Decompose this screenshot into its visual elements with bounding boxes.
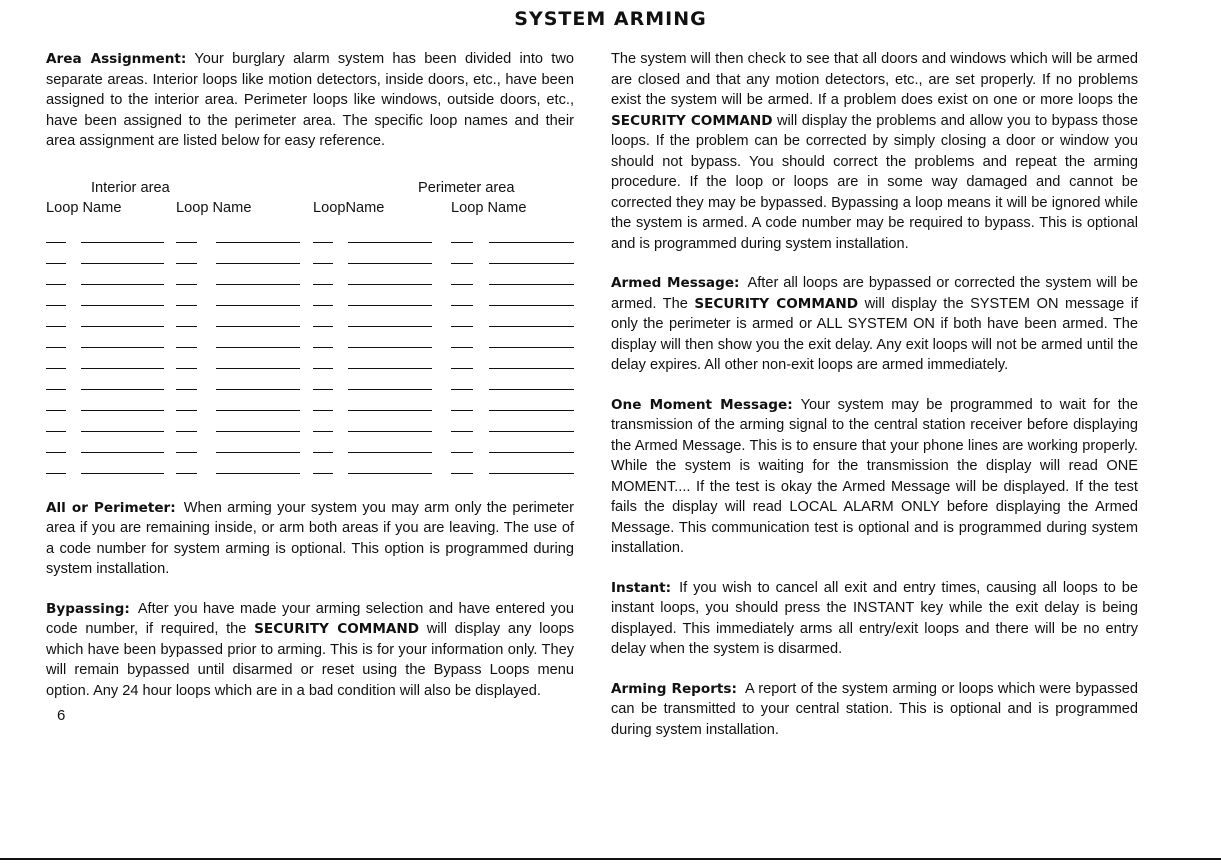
loop-blank-row [46, 394, 574, 415]
loop-number-blank [313, 368, 333, 369]
armed-message-paragraph [611, 273, 1138, 376]
loop-number-blank [451, 242, 473, 243]
loop-name-blank [81, 389, 164, 390]
check-product-name: SECURITY COMMAND [611, 112, 773, 129]
loop-number-blank [176, 431, 197, 432]
arming-reports-text: A report of the system arming or loops which were bypassed can be transmitted to your central station. This is optional and is programmed during system installation. [611, 680, 1138, 738]
loop-blank-row [46, 226, 574, 247]
perimeter-area-label: Perimeter area [418, 179, 515, 196]
loop-name-blank [489, 410, 574, 411]
loop-number-blank [451, 347, 473, 348]
armed-message-product-name: SECURITY COMMAND [694, 295, 859, 312]
right-column [611, 49, 1138, 759]
left-column [46, 49, 574, 720]
loop-blank-row [46, 352, 574, 373]
loop-number-blank [313, 389, 333, 390]
check-text-2: will display the problems and allow you to bypass those loops. If the problem can be corrected by simply closing a door or window you should not bypass. You should correct the problems and repeat the arming procedure. If the loop or loops are in some way damaged and cannot be corrected they may be bypassed. Bypassing a loop means it will be ignored while the system is armed. A code number may be required to bypass. This is optional and is programmed during system installation. [611, 112, 1138, 252]
loop-name-blank [81, 263, 164, 264]
loop-name-blank [348, 263, 432, 264]
loop-name-blank [348, 284, 432, 285]
loop-number-blank [313, 410, 333, 411]
bypassing-product-name: SECURITY COMMAND [254, 621, 420, 637]
loop-name-blank [489, 305, 574, 306]
one-moment-heading: One Moment Message: [611, 396, 793, 413]
loop-number-blank [451, 473, 473, 474]
loop-number-blank [451, 368, 473, 369]
loop-number-blank [176, 389, 197, 390]
loop-blank-row [46, 457, 574, 478]
loop-number-blank [46, 431, 66, 432]
loop-name-blank [489, 284, 574, 285]
loop-number-blank [451, 452, 473, 453]
loop-number-blank [46, 305, 66, 306]
check-text-1: The system will then check to see that all doors and windows which will be armed are closed and that any motion detectors, etc., are set properly. If no problems exist the system will be armed. If a problem does exist on one or more loops the [611, 51, 1138, 108]
loop-name-blank [348, 431, 432, 432]
area-assignment-heading: Area Assignment: [46, 51, 187, 67]
area-assignment-text: Your burglary alarm system has been divided into two separate areas. Interior loops like motion detectors, inside doors, etc., have been assigned to the interior area. Perimeter loops like windows, outside doors, etc., have been assigned to the perimeter area. The specific loop names and their area assignment are listed below for easy reference. [46, 51, 574, 149]
bypassing-paragraph [46, 599, 574, 702]
loop-name-blank [216, 368, 300, 369]
loop-name-blank [81, 284, 164, 285]
loop-number-blank [176, 452, 197, 453]
bypassing-text-2: will display any loops which have been bypassed prior to arming. This is for your information only. They will remain bypassed until disarmed or reset using the Bypass Loops menu option. Any 24 hour loops which are in a bad condition will also be displayed. [46, 621, 575, 699]
loop-number-blank [176, 242, 197, 243]
loop-name-blank [348, 389, 432, 390]
loop-name-blank [489, 473, 574, 474]
loop-name-blank [216, 389, 300, 390]
loop-number-blank [451, 431, 473, 432]
loop-blank-row [46, 310, 574, 331]
loop-name-blank [489, 389, 574, 390]
loop-name-blank [489, 452, 574, 453]
loop-name-blank [81, 368, 164, 369]
loop-name-blank [348, 473, 432, 474]
loop-name-blank [216, 473, 300, 474]
loop-name-blank [216, 452, 300, 453]
column-header-2: Loop Name [176, 199, 252, 216]
loop-number-blank [46, 452, 66, 453]
loop-number-blank [313, 305, 333, 306]
armed-message-text-2: will display the SYSTEM ON message if only the perimeter is armed or ALL SYSTEM ON if both have been armed. The display will then show you the exit delay. Any exit loops will not be armed until the delay expires. All other non-exit loops are armed immediately. [611, 295, 1139, 373]
loop-number-blank [176, 347, 197, 348]
loop-name-blank [216, 242, 300, 243]
loop-blank-row [46, 331, 574, 352]
loop-number-blank [176, 410, 197, 411]
loop-number-blank [176, 263, 197, 264]
loop-assignment-table [46, 178, 574, 478]
arming-reports-heading: Arming Reports: [611, 680, 737, 697]
one-moment-text: Your system may be programmed to wait for the transmission of the arming signal to the central station receiver before displaying the Armed Message. This is to ensure that your phone lines are working properly. While the system is waiting for the transmission the display will read ONE MOMENT.... If the test is okay the Armed Message will be displayed. If the test fails the display will read LOCAL ALARM ONLY before displaying the Armed Message. This communication test is optional and is programmed during system installation. [611, 396, 1138, 556]
armed-message-heading: Armed Message: [611, 275, 740, 291]
all-or-perimeter-paragraph [46, 498, 574, 580]
loop-number-blank [46, 284, 66, 285]
loop-name-blank [81, 326, 164, 327]
loop-number-blank [313, 263, 333, 264]
loop-number-blank [46, 410, 66, 411]
loop-number-blank [176, 473, 197, 474]
loop-number-blank [46, 347, 66, 348]
loop-name-blank [348, 305, 432, 306]
loop-number-blank [313, 326, 333, 327]
loop-name-blank [489, 242, 574, 243]
column-header-row [46, 198, 574, 218]
column-header-4: Loop Name [451, 199, 527, 216]
loop-name-blank [489, 431, 574, 432]
loop-blank-row [46, 289, 574, 310]
loop-name-blank [489, 368, 574, 369]
page-number: 6 [57, 707, 66, 724]
loop-name-blank [216, 305, 300, 306]
loop-number-blank [176, 368, 197, 369]
loop-name-blank [81, 305, 164, 306]
loop-name-blank [216, 284, 300, 285]
loop-name-blank [216, 263, 300, 264]
loop-number-blank [451, 410, 473, 411]
instant-text: If you wish to cancel all exit and entry times, causing all loops to be instant loops, you should press the INSTANT key while the exit delay is being displayed. This immediately arms all entry/exit loops and there will be no entry delay when the system is disarmed. [611, 579, 1138, 657]
arming-reports-paragraph [611, 679, 1138, 741]
loop-name-blank [81, 242, 164, 243]
column-header-1: Loop Name [46, 199, 122, 216]
instant-paragraph [611, 578, 1138, 660]
bottom-rule [0, 858, 1221, 860]
loop-number-blank [313, 242, 333, 243]
loop-number-blank [46, 242, 66, 243]
loop-name-blank [216, 326, 300, 327]
loop-number-blank [313, 431, 333, 432]
area-header-row [46, 178, 574, 198]
loop-number-blank [46, 389, 66, 390]
loop-name-blank [348, 410, 432, 411]
loop-name-blank [81, 473, 164, 474]
loop-name-blank [489, 347, 574, 348]
loop-blank-lines [46, 226, 574, 478]
loop-blank-row [46, 415, 574, 436]
loop-number-blank [176, 305, 197, 306]
loop-blank-row [46, 268, 574, 289]
all-or-perimeter-heading: All or Perimeter: [46, 499, 176, 516]
loop-number-blank [451, 263, 473, 264]
page-title: SYSTEM ARMING [514, 8, 707, 30]
bypassing-text-1: After you have made your arming selection and have entered you code number, if required, the [46, 600, 574, 637]
loop-number-blank [46, 473, 66, 474]
loop-number-blank [313, 473, 333, 474]
loop-name-blank [348, 326, 432, 327]
bypassing-heading: Bypassing: [46, 600, 130, 617]
loop-number-blank [313, 284, 333, 285]
loop-number-blank [46, 326, 66, 327]
loop-name-blank [81, 347, 164, 348]
area-assignment-paragraph [46, 49, 574, 152]
loop-blank-row [46, 436, 574, 457]
loop-name-blank [348, 368, 432, 369]
loop-number-blank [176, 284, 197, 285]
interior-area-label: Interior area [91, 179, 170, 196]
all-or-perimeter-text: When arming your system you may arm only the perimeter area if you are remaining inside, or arm both areas if you are leaving. The use of a code number for system arming is optional. This option is programmed during system installation. [46, 499, 574, 577]
loop-name-blank [216, 347, 300, 348]
loop-name-blank [348, 452, 432, 453]
loop-number-blank [46, 263, 66, 264]
instant-heading: Instant: [611, 579, 672, 596]
loop-name-blank [216, 431, 300, 432]
loop-number-blank [451, 305, 473, 306]
one-moment-paragraph [611, 395, 1138, 559]
loop-name-blank [81, 452, 164, 453]
loop-number-blank [451, 284, 473, 285]
loop-number-blank [313, 452, 333, 453]
loop-blank-row [46, 373, 574, 394]
column-header-3: LoopName [313, 199, 385, 216]
loop-name-blank [489, 263, 574, 264]
loop-name-blank [489, 326, 574, 327]
loop-name-blank [216, 410, 300, 411]
loop-blank-row [46, 247, 574, 268]
loop-name-blank [348, 347, 432, 348]
armed-message-text-1: After all loops are bypassed or corrected the system will be armed. The [611, 275, 1139, 312]
loop-number-blank [46, 368, 66, 369]
loop-number-blank [313, 347, 333, 348]
loop-name-blank [81, 431, 164, 432]
loop-name-blank [348, 242, 432, 243]
loop-name-blank [81, 410, 164, 411]
loop-number-blank [451, 389, 473, 390]
loop-number-blank [176, 326, 197, 327]
check-paragraph [611, 49, 1138, 254]
loop-number-blank [451, 326, 473, 327]
